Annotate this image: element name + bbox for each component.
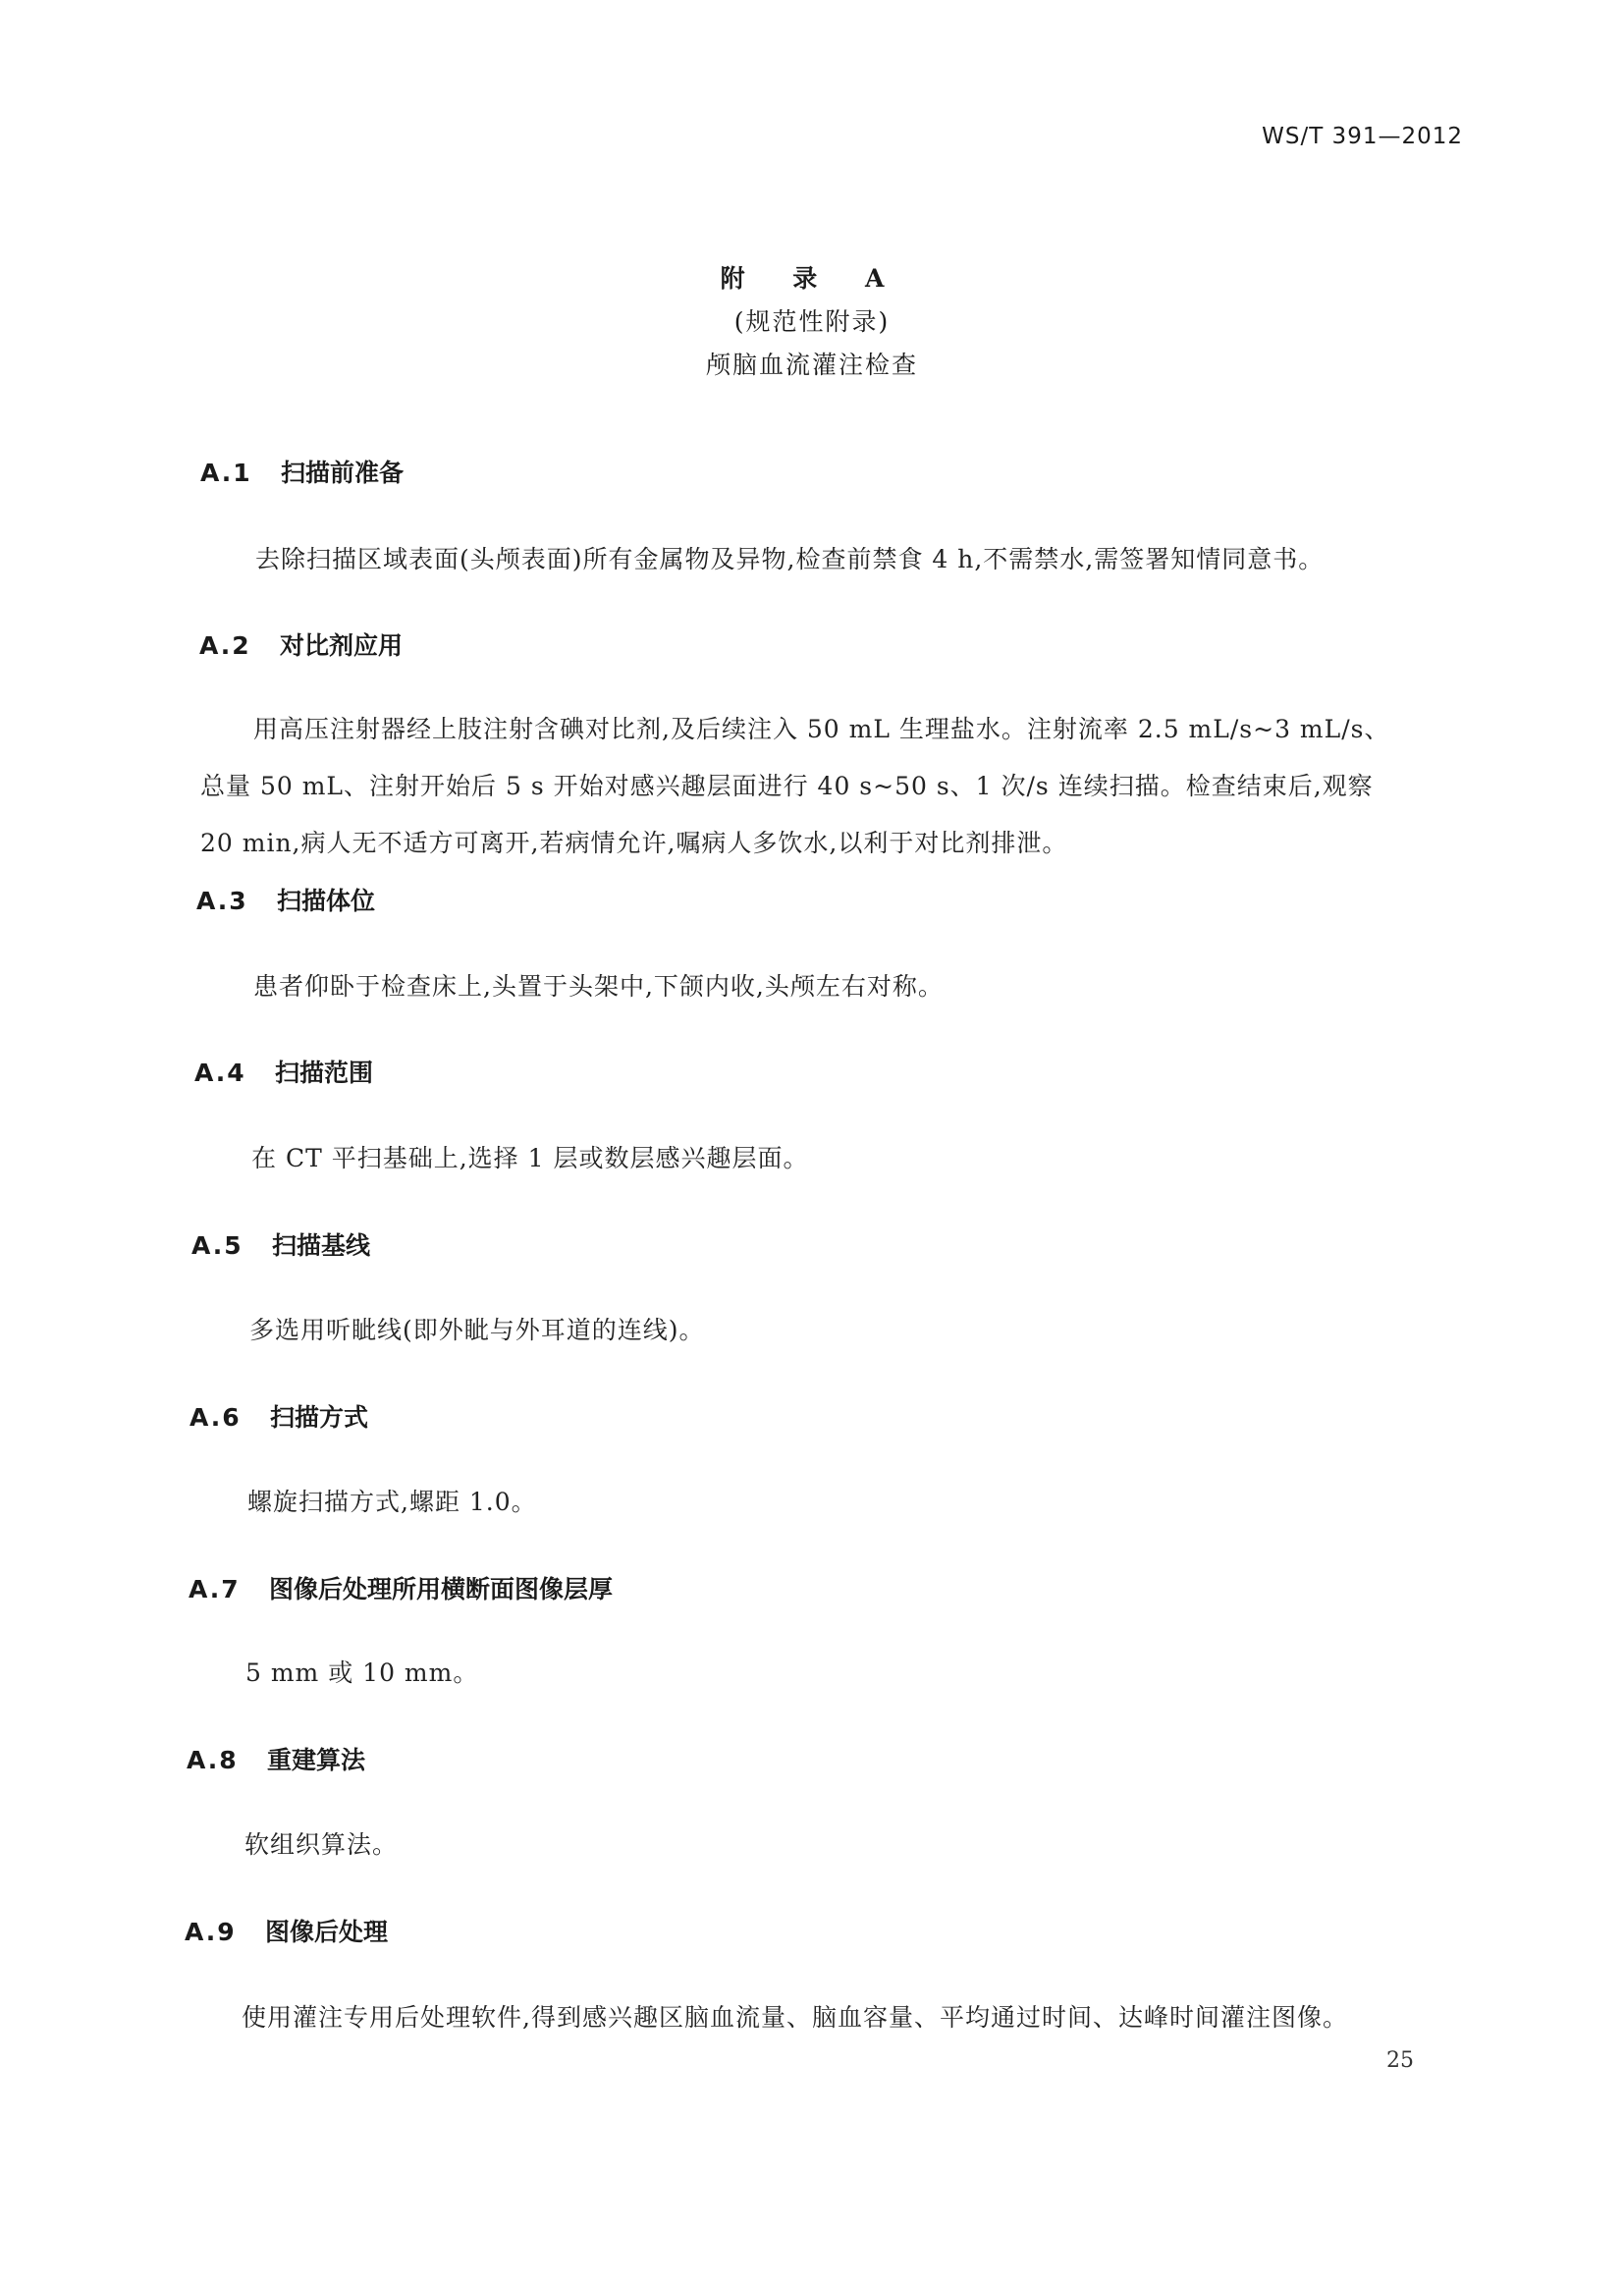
section-body-a2 bbox=[200, 701, 1389, 872]
section-body-a4 bbox=[251, 1130, 808, 1187]
section-heading-a7 bbox=[189, 1570, 613, 1605]
section-heading-a6 bbox=[189, 1398, 368, 1434]
paragraph-line: 在 CT 平扫基础上,选择 1 层或数层感兴趣层面。 bbox=[251, 1144, 809, 1172]
section-heading-a3 bbox=[196, 882, 375, 917]
section-number: A.5 bbox=[191, 1231, 244, 1260]
paragraph-line: 患者仰卧于检查床上,头置于头架中,下颌内收,头颅左右对称。 bbox=[253, 972, 944, 1001]
paragraph-line: 使用灌注专用后处理软件,得到感兴趣区脑血流量、脑血容量、平均通过时间、达峰时间灌注图像。 bbox=[242, 2003, 1348, 2032]
annex-label: 附 录 A bbox=[720, 264, 904, 293]
page-number: 25 bbox=[1386, 2048, 1414, 2073]
section-body-a5 bbox=[249, 1302, 705, 1359]
section-number: A.2 bbox=[199, 631, 251, 660]
section-title: 重建算法 bbox=[267, 1746, 366, 1774]
section-heading-a5 bbox=[191, 1226, 370, 1262]
section-number: A.6 bbox=[189, 1403, 242, 1432]
section-title: 对比剂应用 bbox=[280, 631, 404, 660]
section-heading-a4 bbox=[194, 1054, 373, 1089]
annex-kind: (规范性附录) bbox=[733, 307, 891, 336]
section-body-a8 bbox=[244, 1817, 398, 1874]
paragraph-line: 螺旋扫描方式,螺距 1.0。 bbox=[247, 1488, 537, 1516]
section-number: A.7 bbox=[189, 1575, 241, 1603]
section-title: 扫描前准备 bbox=[281, 459, 405, 487]
paragraph-line: 20 min,病人无不适方可离开,若病情允许,嘱病人多饮水,以利于对比剂排泄。 bbox=[200, 829, 1068, 857]
paragraph-line: 去除扫描区域表面(头颅表面)所有金属物及异物,检查前禁食 4 h,不需禁水,需签署知情同意书。 bbox=[255, 545, 1325, 573]
section-body-a1 bbox=[255, 531, 1324, 588]
section-heading-a2 bbox=[199, 626, 403, 662]
section-body-a7 bbox=[245, 1645, 478, 1702]
paragraph-line: 5 mm 或 10 mm。 bbox=[245, 1658, 479, 1687]
section-number: A.4 bbox=[194, 1059, 246, 1087]
section-number: A.1 bbox=[200, 459, 252, 487]
section-title: 图像后处理 bbox=[265, 1918, 389, 1946]
paragraph-line: 软组织算法。 bbox=[244, 1830, 399, 1859]
section-heading-a9 bbox=[185, 1913, 388, 1948]
section-number: A.9 bbox=[185, 1918, 237, 1946]
paragraph-line: 用高压注射器经上肢注射含碘对比剂,及后续注入 50 mL 生理盐水。注射流率 2.5 mL/s~3 mL/s、 bbox=[253, 715, 1390, 743]
annex-title-block bbox=[0, 257, 1624, 387]
section-title: 扫描体位 bbox=[277, 887, 376, 915]
section-title: 扫描方式 bbox=[270, 1403, 369, 1432]
section-body-a3 bbox=[253, 958, 944, 1015]
section-heading-a8 bbox=[187, 1741, 365, 1776]
section-number: A.3 bbox=[196, 887, 248, 915]
section-number: A.8 bbox=[187, 1746, 239, 1774]
section-heading-a1 bbox=[200, 454, 404, 489]
document-code: WS/T 391—2012 bbox=[1262, 124, 1463, 149]
section-title: 扫描基线 bbox=[272, 1231, 371, 1260]
paragraph-line: 多选用听眦线(即外眦与外耳道的连线)。 bbox=[249, 1316, 705, 1344]
annex-title: 颅脑血流灌注检查 bbox=[705, 351, 918, 379]
paragraph-line: 总量 50 mL、注射开始后 5 s 开始对感兴趣层面进行 40 s~50 s、1 次/s 连续扫描。检查结束后,观察 bbox=[200, 772, 1374, 800]
section-body-a9 bbox=[242, 1989, 1348, 2046]
section-title: 扫描范围 bbox=[275, 1059, 374, 1087]
section-title: 图像后处理所用横断面图像层厚 bbox=[269, 1575, 614, 1603]
section-body-a6 bbox=[247, 1474, 537, 1531]
